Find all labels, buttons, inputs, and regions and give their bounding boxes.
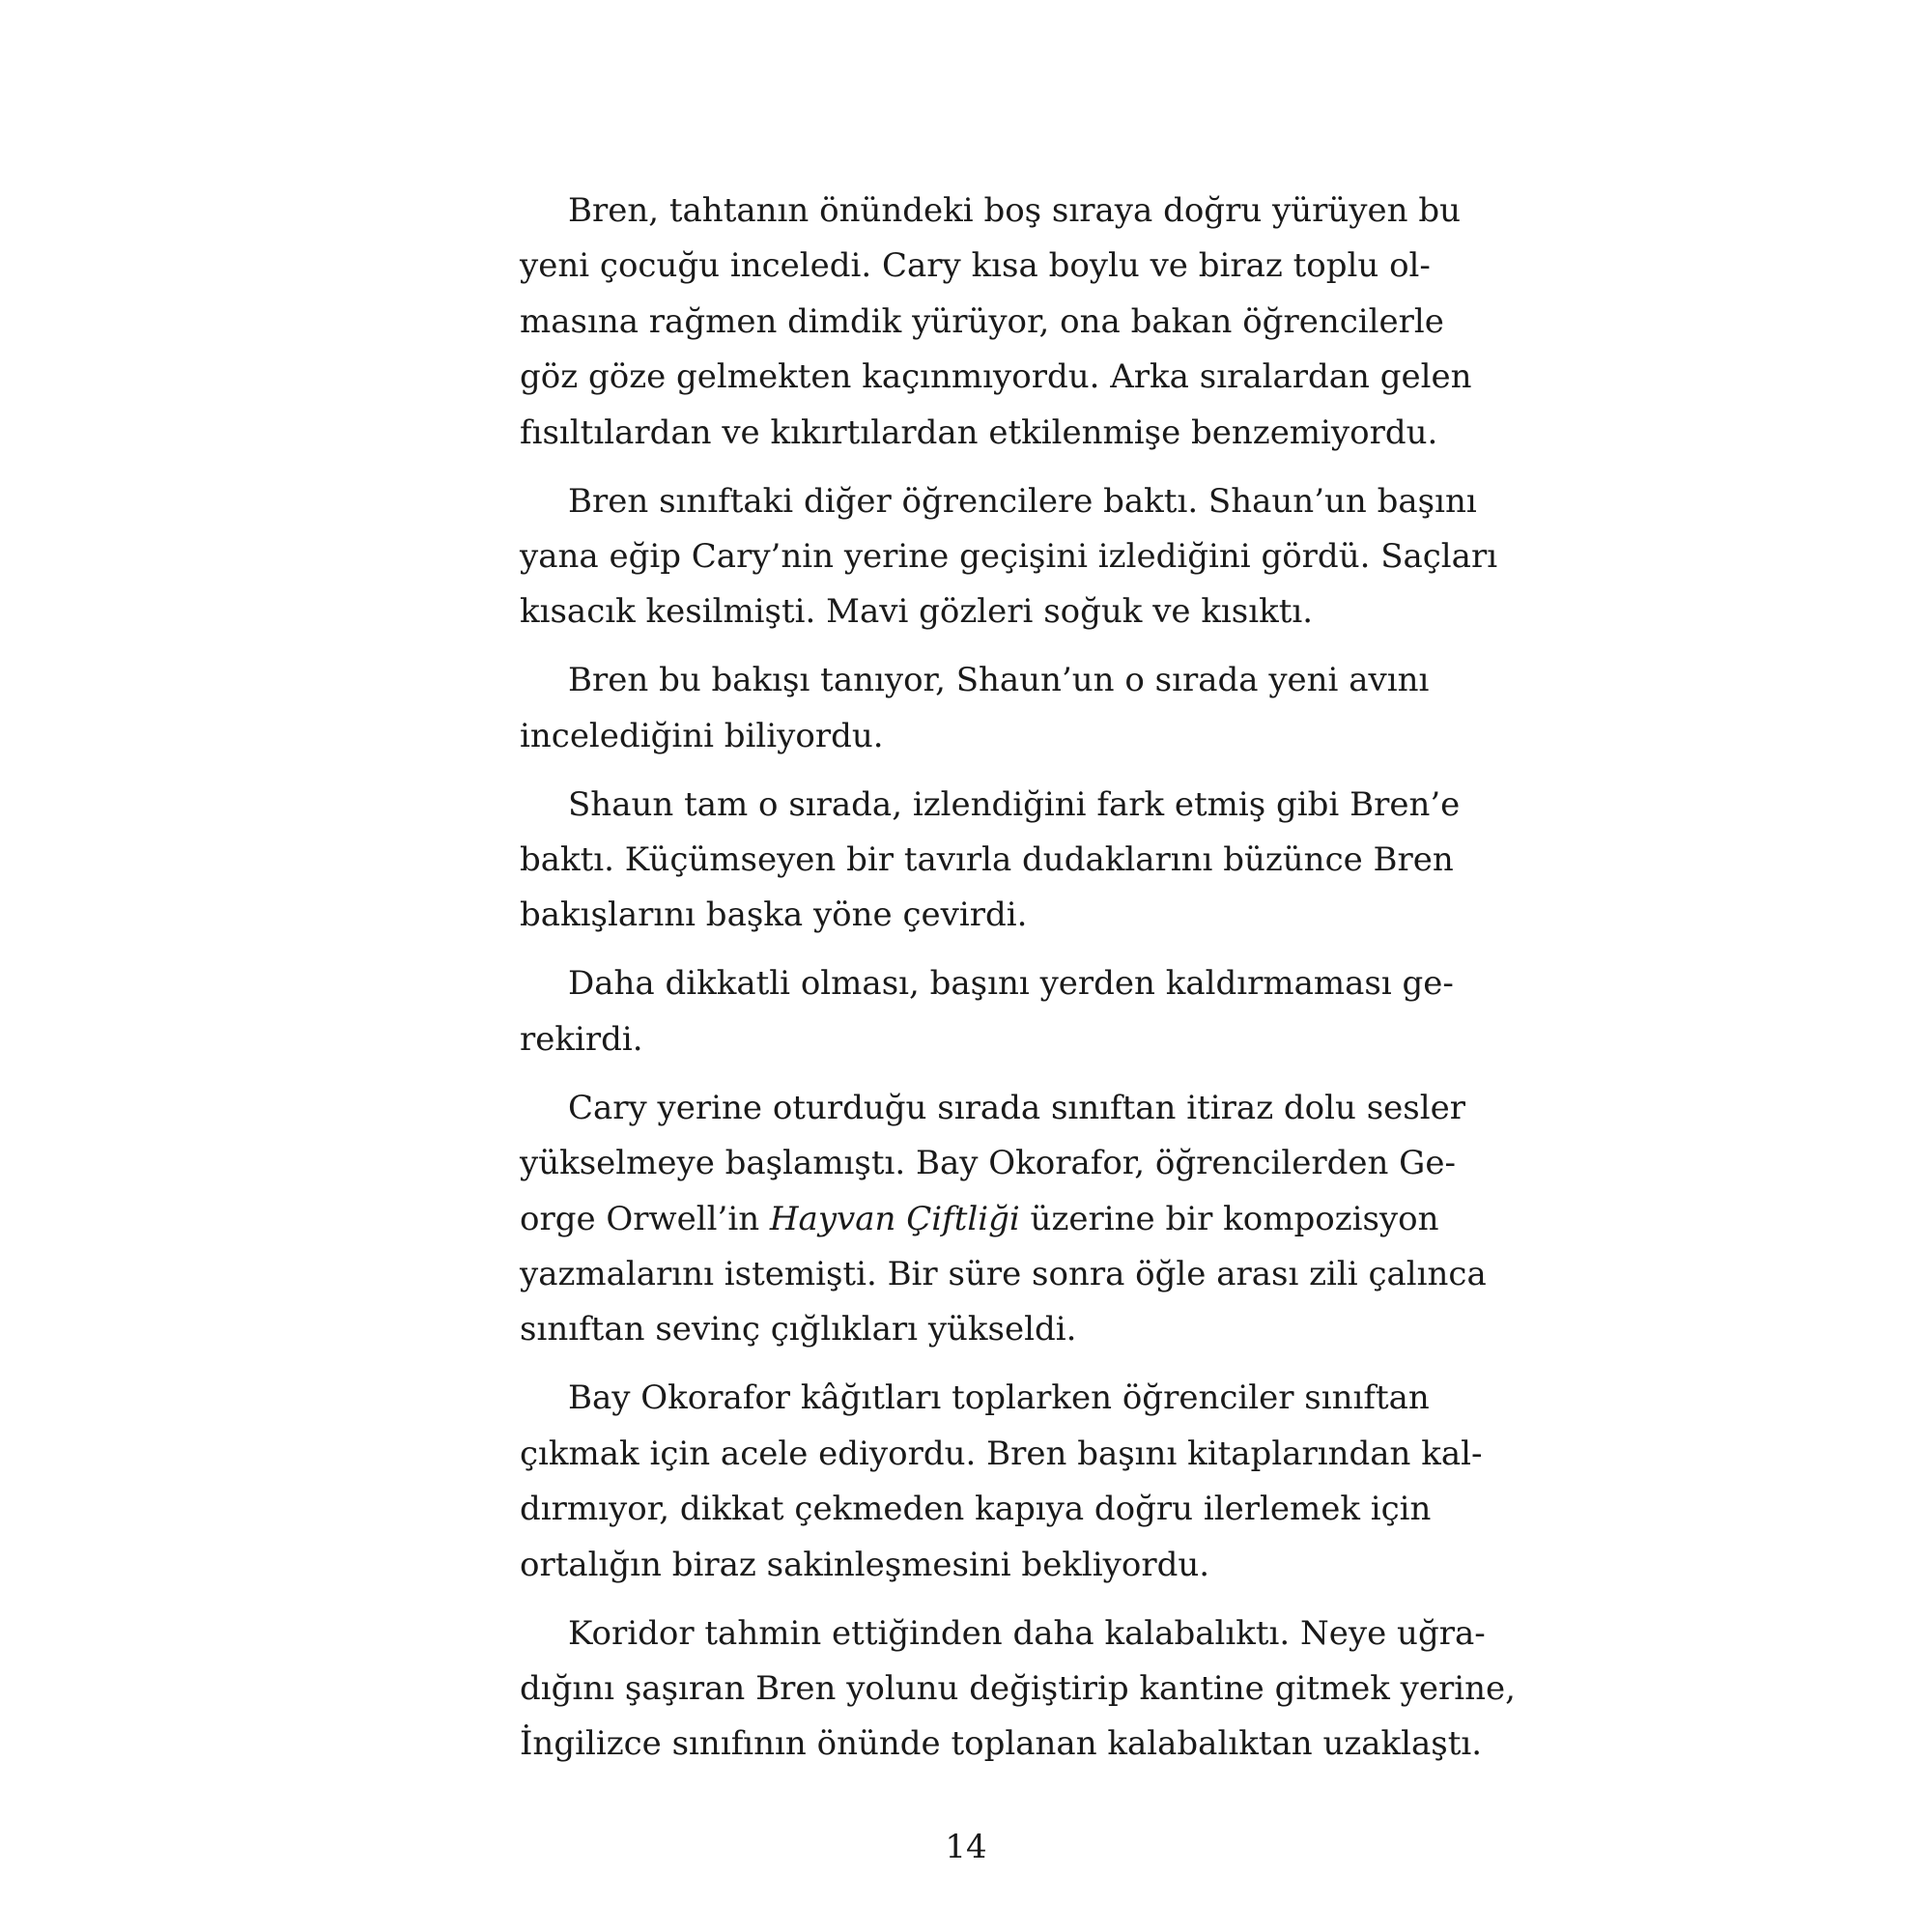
- text-line: ortalığın biraz sakinleşmesini bekliyordu.: [520, 1545, 1210, 1584]
- text-fragment: orge Orwell’in: [520, 1199, 770, 1238]
- text-line: yana eğip Cary’nin yerine geçişini izlediğini gördü. Saçları: [520, 536, 1498, 576]
- paragraph-8: [520, 1606, 1516, 1773]
- text-line: Shaun tam o sırada, izlendiğini fark etmiş gibi Bren’e: [568, 784, 1461, 824]
- text-line: bakışlarını başka yöne çevirdi.: [520, 895, 1028, 935]
- text-line: kısacık kesilmişti. Mavi gözleri soğuk ve kısıktı.: [520, 592, 1314, 632]
- paragraph-5: [520, 956, 1454, 1067]
- paragraph-2: [520, 474, 1498, 640]
- text-fragment: üzerine bir kompozisyon: [1019, 1199, 1439, 1238]
- text-line: masına rağmen dimdik yürüyor, ona bakan öğrencilerle: [520, 301, 1444, 341]
- text-line: yeni çocuğu inceledi. Cary kısa boylu ve biraz toplu ol-: [520, 246, 1431, 286]
- text-line: Bren sınıftaki diğer öğrencilere baktı. Shaun’un başını: [568, 481, 1477, 521]
- text-line: baktı. Küçümseyen bir tavırla dudaklarını büzünce Bren: [520, 840, 1454, 880]
- text-line: Bren bu bakışı tanıyor, Shaun’un o sırada yeni avını: [568, 661, 1430, 700]
- text-line: İngilizce sınıfının önünde toplanan kalabalıktan uzaklaştı.: [520, 1724, 1483, 1764]
- paragraph-1: [520, 184, 1472, 461]
- text-line: fısıltılardan ve kıkırtılardan etkilenmişe benzemiyordu.: [520, 412, 1438, 452]
- book-title: Hayvan Çiftliği: [769, 1199, 1020, 1238]
- book-page-text: [520, 184, 1516, 1773]
- text-line: Daha dikkatli olması, başını yerden kaldırmaması ge-: [568, 964, 1454, 1004]
- text-line: incelediğini biliyordu.: [520, 716, 884, 755]
- text-line: çıkmak için acele ediyordu. Bren başını kitaplarından kal-: [520, 1434, 1483, 1473]
- text-line: yükselmeye başlamıştı. Bay Okorafor, öğrencilerden Ge-: [520, 1144, 1456, 1183]
- text-line: yazmalarını istemişti. Bir süre sonra öğle arası zili çalınca: [520, 1255, 1487, 1293]
- paragraph-6: [520, 1081, 1487, 1358]
- text-line: Bren, tahtanın önündeki boş sıraya doğru yürüyen bu: [568, 191, 1461, 230]
- text-line-with-title: [520, 1192, 1439, 1247]
- paragraph-4: [520, 778, 1461, 944]
- paragraph-3: [520, 653, 1430, 764]
- page-number: 14: [945, 1828, 987, 1866]
- text-line: Koridor tahmin ettiğinden daha kalabalıktı. Neye uğra-: [568, 1613, 1486, 1653]
- text-line: Bay Okorafor kâğıtları toplarken öğrenciler sınıftan: [568, 1378, 1430, 1418]
- text-line: sınıftan sevinç çığlıkları yükseldi.: [520, 1310, 1077, 1350]
- text-line: dığını şaşıran Bren yolunu değiştirip kantine gitmek yerine,: [520, 1668, 1516, 1708]
- text-line: Cary yerine oturduğu sırada sınıftan itiraz dolu sesler: [568, 1088, 1465, 1127]
- text-line: dırmıyor, dikkat çekmeden kapıya doğru ilerlemek için: [520, 1490, 1432, 1529]
- paragraph-7: [520, 1371, 1483, 1593]
- text-line: rekirdi.: [520, 1019, 643, 1059]
- text-line: göz göze gelmekten kaçınmıyordu. Arka sıralardan gelen: [520, 357, 1472, 397]
